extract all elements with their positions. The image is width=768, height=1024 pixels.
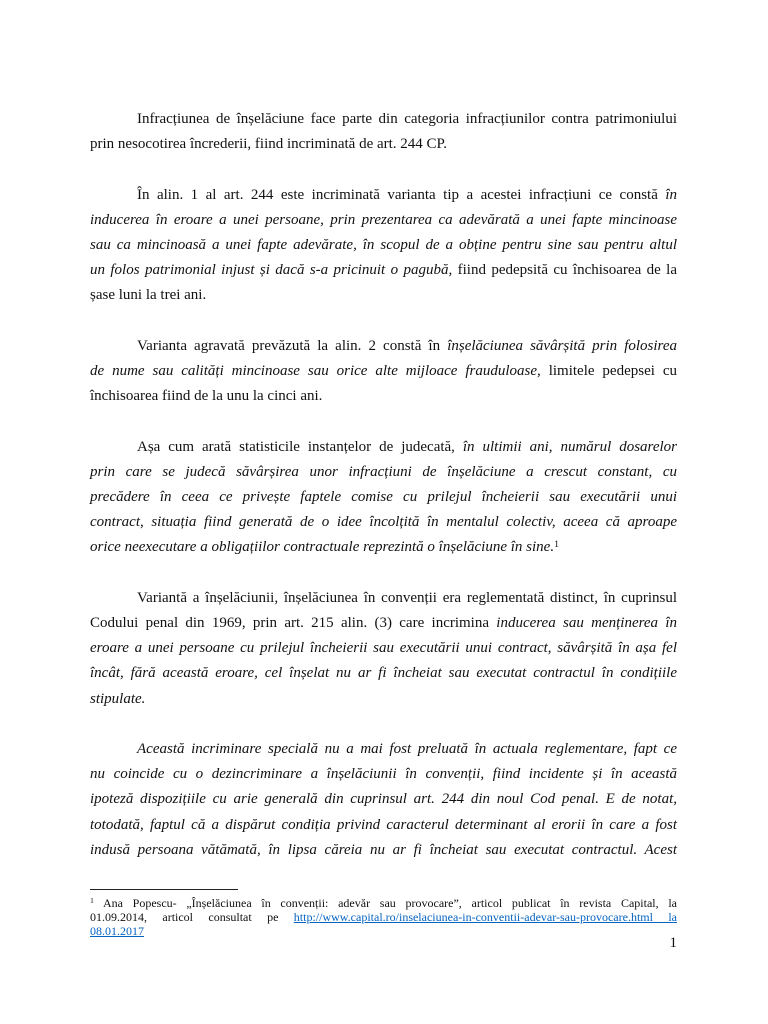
footnote-link[interactable]: http://www.capital.ro/inselaciunea-in-conventii-adevar-sau-provocare.html la (293, 910, 677, 924)
text-run: fiind pedepsită cu închisoarea de la (452, 262, 677, 279)
italic-text: inducerea în eroare a unei persoane, prin prezentarea ca adevărată a unei fapte mincinoase (90, 211, 677, 228)
text-line (90, 183, 677, 208)
italic-text: în (665, 186, 677, 203)
text-line (90, 510, 677, 535)
text-line (90, 737, 677, 762)
italic-text: un folos patrimonial injust și dacă s-a pricinuit o pagubă, (90, 262, 453, 279)
text-run: Variantă a înșelăciunii, înșelăciunea în convenții era reglementată distinct, în cuprinsul (137, 589, 677, 606)
text-line (90, 661, 677, 686)
text-run: șase luni la trei ani. (90, 287, 207, 304)
paragraph (90, 586, 677, 712)
italic-text: de nume sau calități mincinoase sau orice alte mijloace frauduloase, (90, 363, 541, 379)
text-line (90, 208, 677, 233)
text-line (90, 233, 677, 258)
document-body (90, 107, 677, 888)
page-number: 1 (669, 935, 677, 951)
text-run: Codului penal din 1969, prin art. 215 alin. (3) care incrimina (90, 615, 497, 631)
text-line (90, 838, 677, 863)
paragraph (90, 183, 677, 309)
footnote-separator (90, 889, 238, 890)
footnote-area (90, 896, 677, 938)
footnote-reference[interactable]: 1 (554, 538, 559, 550)
text-line (90, 813, 677, 838)
text-line (90, 910, 677, 924)
text-line (90, 435, 677, 460)
text-line (90, 132, 677, 157)
text-run: limitele pedepsei cu (540, 363, 677, 379)
italic-text: totodată, faptul că a dispărut condiția privind caracterul determinant al erorii în care a fost (90, 816, 677, 833)
footnote (90, 896, 677, 938)
italic-text: încât, fără această eroare, cel înșelat nu ar fi încheiat sau executat contractul în condițiile (90, 665, 677, 682)
text-line (90, 924, 677, 938)
paragraph (90, 334, 677, 410)
text-line (90, 359, 677, 384)
text-line (90, 283, 677, 308)
paragraph (90, 737, 677, 863)
text-line (90, 258, 677, 283)
text-line (90, 384, 677, 409)
italic-text: prin care se judecă săvârșirea unor infracțiuni de înșelăciune a crescut constant, cu (90, 463, 677, 480)
text-run: Așa cum arată statisticile instanțelor de judecată, (137, 438, 463, 455)
italic-text: inducerea sau menținerea în (496, 615, 677, 631)
italic-text: Această incriminare specială nu a mai fost preluată în actuala reglementare, fapt ce (137, 741, 677, 757)
italic-text: sau ca mincinoasă a unei fapte adevărate, în scopul de a obține pentru sine sau pentru altul (90, 237, 677, 253)
paragraph (90, 435, 677, 561)
italic-text: în ultimii ani, numărul dosarelor (462, 438, 677, 455)
italic-text: nu coincide cu o dezincriminare a înșelăciunii în convenții, fiind incidente și în această (90, 766, 677, 783)
text-run: Varianta agravată prevăzută la alin. 2 constă în (137, 337, 448, 354)
italic-text: înșelăciunea săvârșită prin folosirea (447, 337, 677, 354)
text-line (90, 535, 677, 560)
text-line (90, 787, 677, 812)
text-line (90, 107, 677, 132)
text-line (90, 485, 677, 510)
text-run: Infracțiunea de înșelăciune face parte din categoria infracțiunilor contra patrimoniului (137, 111, 677, 127)
italic-text: indusă persoana vătămată, în lipsa căreia nu ar fi încheiat sau executat contractul. Acest (90, 841, 677, 858)
text-line (90, 636, 677, 661)
text-run: În alin. 1 al art. 244 este incriminată varianta tip a acestei infracțiuni ce constă (137, 186, 666, 203)
text-line (90, 896, 677, 910)
text-line (90, 460, 677, 485)
text-line (90, 334, 677, 359)
footnote-link[interactable]: 08.01.2017 (90, 924, 144, 938)
italic-text: precădere în ceea ce privește faptele comise cu prilejul încheierii sau executării unui (90, 489, 677, 505)
text-line (90, 687, 677, 712)
text-line (90, 762, 677, 787)
paragraph (90, 107, 677, 157)
footnote-reference[interactable]: 1 (90, 896, 94, 906)
italic-text: eroare a unei persoane cu prilejul încheierii sau executării unui contract, săvârșită în așa fel (90, 640, 677, 657)
italic-text: stipulate. (90, 690, 146, 707)
italic-text: contract, situația fiind generată de o idee încolțită în mentalul colectiv, aceea că aproape (90, 514, 677, 531)
text-run: Ana Popescu- „Înșelăciunea în convenții: adevăr sau provocare”, articol publicat în revista Capital, la (93, 896, 677, 910)
text-run: închisoarea fiind de la unu la cinci ani. (90, 388, 323, 405)
text-run: 01.09.2014, articol consultat pe (90, 910, 294, 924)
text-line (90, 586, 677, 611)
text-line (90, 611, 677, 636)
italic-text: ipoteză dispozițiile cu arie generală din cuprinsul art. 244 din noul Cod penal. E de notat, (90, 791, 677, 808)
text-run: prin nesocotirea încrederii, fiind incriminată de art. 244 CP. (90, 136, 447, 153)
italic-text: orice neexecutare a obligațiilor contractuale reprezintă o înșelăciune în sine. (90, 539, 555, 556)
